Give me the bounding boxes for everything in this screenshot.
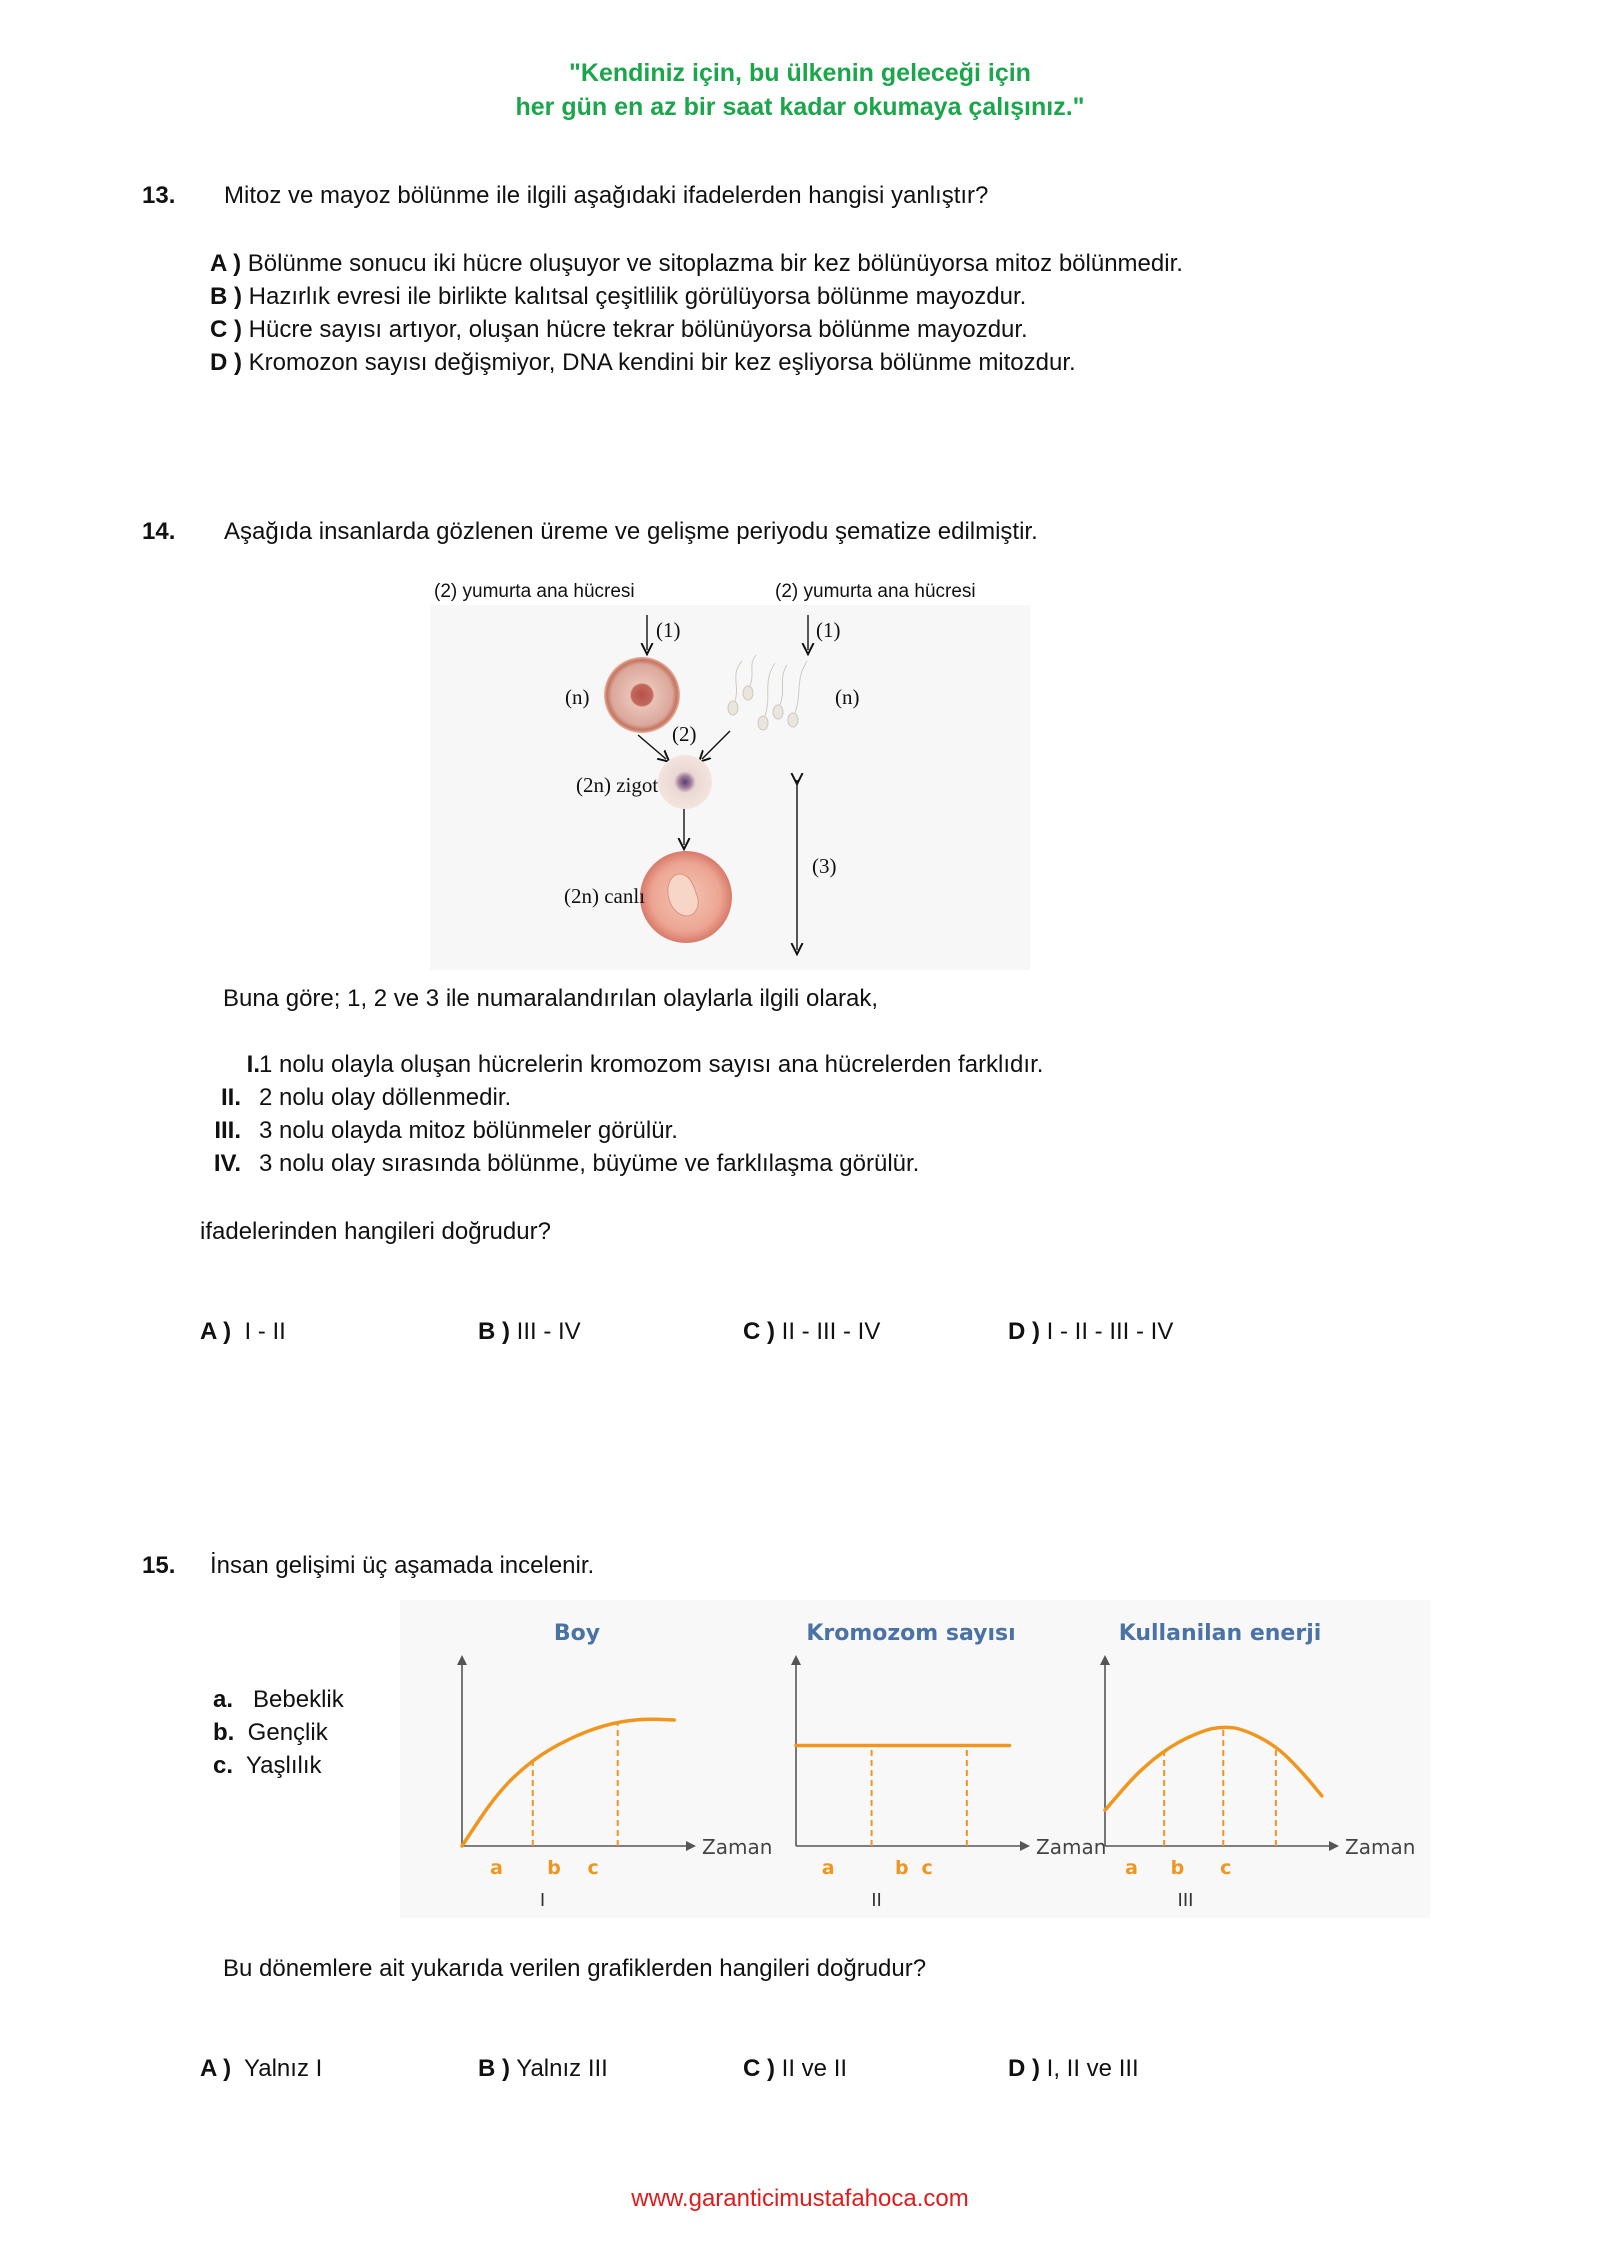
stage-label: b. <box>213 1719 235 1746</box>
chart-roman-label: I <box>539 1890 546 1911</box>
x-axis-label: Zaman <box>1036 1835 1107 1859</box>
question-stem: Aşağıda insanlarda gözlenen üreme ve gelişme periyodu şematize edilmiştir. <box>224 518 1038 545</box>
option-d[interactable] <box>1008 1318 1173 1346</box>
option-text: Hücre sayısı artıyor, oluşan hücre tekrar bölünüyorsa bölünme mayozdur. <box>248 316 1028 343</box>
sperm-ploidy-label: (n) <box>835 685 860 709</box>
option-label: D ) <box>1008 1318 1040 1345</box>
option-text: Yalnız III <box>516 2055 608 2082</box>
option-label: C ) <box>210 316 242 343</box>
egg-ploidy-label: (n) <box>565 685 590 709</box>
question-prompt: Bu dönemlere ait yukarıda verilen grafiklerden hangileri doğrudur? <box>223 1955 927 1982</box>
statement-label: III. <box>214 1117 241 1144</box>
option-label: D ) <box>210 349 242 376</box>
egg-cell-icon <box>604 657 680 733</box>
stage-label: c. <box>213 1752 234 1779</box>
chart-title: Kullanilan enerji <box>1118 1621 1322 1646</box>
question-prompt: ifadelerinden hangileri doğrudur? <box>200 1218 551 1245</box>
event-3-label: (3) <box>812 854 837 878</box>
option-text: II ve II <box>781 2055 848 2082</box>
period-label: a <box>821 1857 835 1879</box>
option-text: Hazırlık evresi ile birlikte kalıtsal çeşitlilik görülüyorsa bölünme mayozdur. <box>248 283 1027 310</box>
motto-line-1: "Kendiniz için, bu ülkenin geleceği için <box>569 59 1031 87</box>
charts-svg <box>400 1600 1430 1918</box>
x-axis-label: Zaman <box>702 1835 773 1859</box>
option-text: Kromozon sayısı değişmiyor, DNA kendini bir kez eşliyorsa bölünme mitozdur. <box>248 349 1076 376</box>
question-stem: İnsan gelişimi üç aşamada incelenir. <box>210 1552 595 1579</box>
left-parent-label: (2) yumurta ana hücresi <box>434 581 635 602</box>
stage-text: Yaşlılık <box>245 1752 322 1779</box>
option-text: II - III - IV <box>781 1318 881 1345</box>
option-a[interactable] <box>210 250 1183 278</box>
stage-text: Gençlik <box>247 1719 328 1746</box>
right-parent-label: (2) yumurta ana hücresi <box>775 581 976 602</box>
chart-roman-label: II <box>871 1890 882 1911</box>
y-axis-arrow-icon <box>1100 1655 1110 1665</box>
period-label: b <box>547 1857 561 1879</box>
event-2-label: (2) <box>672 722 697 746</box>
option-label: A ) <box>200 2055 232 2082</box>
chart-roman-label: III <box>1177 1890 1194 1911</box>
data-curve <box>1105 1727 1322 1810</box>
option-text: Bölünme sonucu iki hücre oluşuyor ve sitoplazma bir kez bölünüyorsa mitoz bölünmedir. <box>247 250 1183 277</box>
option-label: B ) <box>478 2055 510 2082</box>
zygote-icon <box>658 755 712 809</box>
option-label: C ) <box>743 2055 775 2082</box>
statement-label: I. <box>246 1051 260 1078</box>
option-text: I - II <box>244 1318 286 1345</box>
x-axis-arrow-icon <box>1020 1841 1030 1851</box>
period-label: c <box>587 1857 599 1879</box>
y-axis-arrow-icon <box>791 1655 801 1665</box>
option-label: D ) <box>1008 2055 1040 2082</box>
option-text: Yalnız I <box>244 2055 323 2082</box>
stage-item <box>213 1752 322 1780</box>
option-label: B ) <box>478 1318 510 1345</box>
statement-text: 1 nolu olayla oluşan hücrelerin kromozom sayısı ana hücrelerden farklıdır. <box>259 1051 1044 1078</box>
question-number: 13. <box>142 182 176 209</box>
x-axis-arrow-icon <box>1329 1841 1339 1851</box>
zygote-label: (2n) zigot <box>576 773 659 797</box>
option-label: A ) <box>210 250 242 277</box>
stage-item <box>213 1719 328 1747</box>
y-axis-arrow-icon <box>457 1655 467 1665</box>
organism-label: (2n) canlı <box>564 884 646 908</box>
event-1-right-label: (1) <box>816 618 841 642</box>
statement-text: 3 nolu olayda mitoz bölünmeler görülür. <box>259 1117 678 1144</box>
period-label: a <box>1125 1857 1138 1879</box>
motto-line-2: her gün en az bir saat kadar okumaya çalışınız." <box>515 93 1085 121</box>
diagram-svg <box>430 575 1030 970</box>
event-1-left-label: (1) <box>656 618 681 642</box>
option-label: A ) <box>200 1318 232 1345</box>
question-lead: Buna göre; 1, 2 ve 3 ile numaralandırılan olaylarla ilgili olarak, <box>223 985 879 1012</box>
growth-charts <box>400 1600 1430 1918</box>
option-d[interactable] <box>210 349 1076 377</box>
period-label: b <box>894 1857 909 1879</box>
option-d[interactable] <box>1008 2055 1139 2083</box>
question-stem: Mitoz ve mayoz bölünme ile ilgili aşağıdaki ifadelerden hangisi yanlıştır? <box>224 182 989 209</box>
option-c[interactable] <box>743 2055 847 2083</box>
x-axis-arrow-icon <box>686 1841 696 1851</box>
option-c[interactable] <box>743 1318 880 1346</box>
stage-item <box>213 1686 344 1714</box>
diagram-background <box>430 605 1030 970</box>
option-b[interactable] <box>478 1318 581 1346</box>
option-text: I - II - III - IV <box>1046 1318 1174 1345</box>
x-axis-label: Zaman <box>1345 1835 1416 1859</box>
question-number: 15. <box>142 1552 176 1579</box>
stage-text: Bebeklik <box>253 1686 344 1713</box>
option-text: I, II ve III <box>1046 2055 1139 2082</box>
period-label: a <box>490 1857 503 1879</box>
statement-label: II. <box>220 1084 241 1111</box>
statement-text: 3 nolu olay sırasında bölünme, büyüme ve farklılaşma görülür. <box>259 1150 920 1177</box>
option-a[interactable] <box>200 1318 286 1346</box>
footer-link[interactable]: www.garanticimustafahoca.com <box>631 2185 969 2212</box>
chart-title: Boy <box>553 1621 601 1646</box>
data-curve <box>462 1719 674 1846</box>
footer-url[interactable] <box>0 2185 1600 2213</box>
stage-label: a. <box>213 1686 234 1713</box>
option-b[interactable] <box>210 283 1026 311</box>
option-label: C ) <box>743 1318 775 1345</box>
reproduction-diagram <box>430 575 1030 970</box>
option-a[interactable] <box>200 2055 322 2083</box>
period-label: b <box>1170 1857 1185 1879</box>
option-text: III - IV <box>516 1318 581 1345</box>
period-label: c <box>1220 1857 1232 1879</box>
period-label: c <box>921 1857 933 1879</box>
option-c[interactable] <box>210 316 1028 344</box>
option-label: B ) <box>210 283 242 310</box>
question-number: 14. <box>142 518 176 545</box>
chart-title: Kromozom sayısı <box>806 1621 1016 1646</box>
statement-label: IV. <box>213 1150 241 1177</box>
statement-text: 2 nolu olay döllenmedir. <box>259 1084 512 1111</box>
option-b[interactable] <box>478 2055 608 2083</box>
